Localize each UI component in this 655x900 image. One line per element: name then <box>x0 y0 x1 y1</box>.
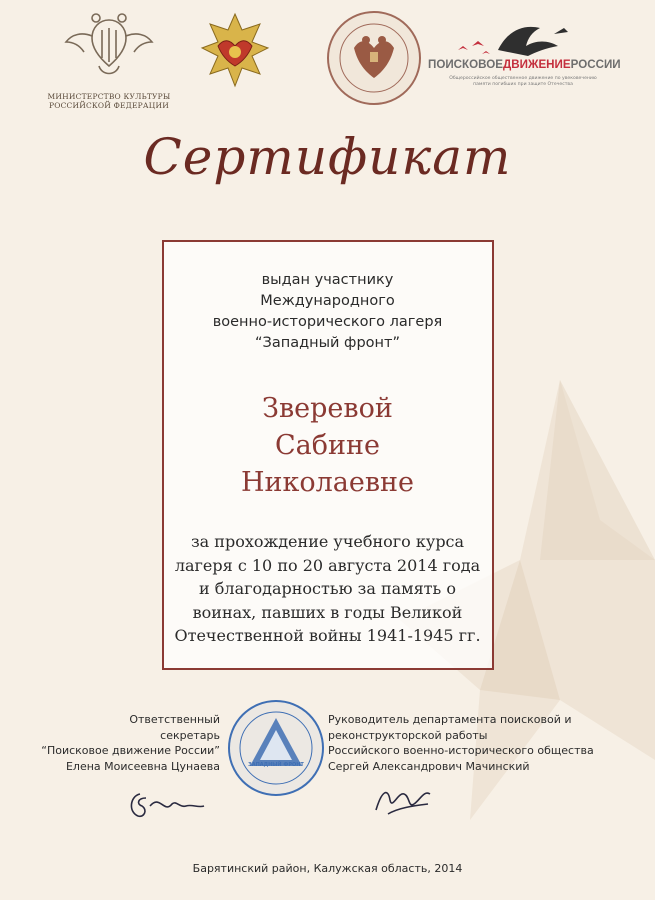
certificate-heading: Сертификат <box>143 128 512 186</box>
armed-forces-eagle-icon <box>200 12 270 102</box>
stamp-center-label: ЗАПАДНЫЙ ФРОНТ <box>248 762 304 768</box>
logos-row <box>0 0 655 125</box>
ministry-culture-logo <box>44 10 174 115</box>
certificate-intro: выдан участнику Международного военно-исторического лагеря “Западный фронт” <box>212 272 443 351</box>
left-signatory: Ответственный секретарь “Поисковое движение России” Елена Моисеевна Цунаева <box>41 713 220 773</box>
right-signature-scribble <box>368 780 438 820</box>
rvio-logo <box>324 8 424 108</box>
search-movement-subtitle: Общероссийское общественное движение по увековечению памяти погибших при защите Отечества <box>449 76 597 87</box>
search-movement-logo <box>428 20 621 100</box>
military-historical-camp-stamp <box>228 700 328 800</box>
search-movement-brand: ПОИСКОВОЕДВИЖЕНИЕРОССИИ <box>428 58 621 71</box>
footer-location: Барятинский район, Калужская область, 2014 <box>192 862 463 875</box>
rvio-eagle-seal-icon <box>324 8 424 108</box>
right-signatory: Руководитель департамента поисковой и реконструкторской работы Российского военно-исторического общества Сергей Александрович Мачинский <box>328 713 594 773</box>
left-signature-scribble <box>120 784 210 824</box>
certificate-reason: за прохождение учебного курса лагеря с 10 по 20 августа 2014 года и благодарностью за память о воинах, павших в годы Великой Отечественной войны 1941-1945 гг. <box>174 532 481 645</box>
stamp-triangle-icon <box>228 700 324 796</box>
army-emblem-logo <box>200 12 270 102</box>
ministry-label: МИНИСТЕРСТВО КУЛЬТУРЫ РОССИЙСКОЙ ФЕДЕРАЦИИ <box>47 92 171 110</box>
double-eagle-lyre-icon <box>44 10 174 90</box>
cranes-flying-icon <box>428 20 618 60</box>
recipient-name: Зверевой Сабине Николаевне <box>240 393 415 498</box>
